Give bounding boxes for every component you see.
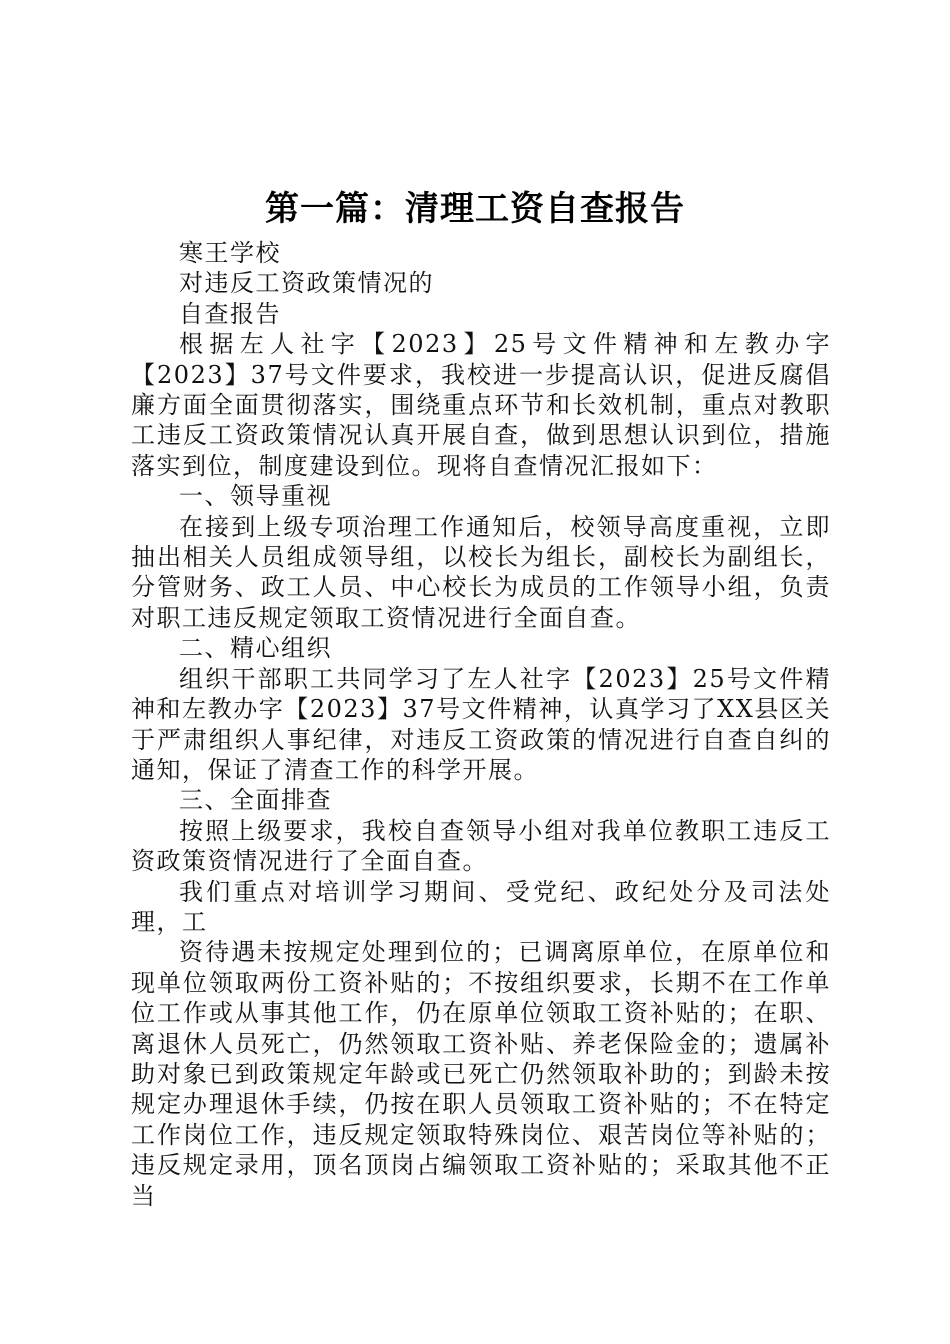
report-subtitle-line-2: 自查报告 <box>179 299 281 328</box>
document-title: 第一篇：清理工资自查报告 <box>265 189 685 229</box>
section-heading-inspection: 三、全面排查 <box>179 786 332 815</box>
document-body <box>131 238 831 1211</box>
details-paragraph: 资待遇未按规定处理到位的；已调离原单位，在原单位和现单位领取两份工资补贴的；不按组织要求，长期不在工作单位工作或从事其他工作，仍在原单位领取工资补贴的；在职、离退休人员死亡，仍然领取工资补贴、养老保险金的；遗属补助对象已到政策规定年龄或已死亡仍然领取补助的；到龄未按规定办理退休手续，仍按在职人员领取工资补贴的；不在特定工作岗位工作，违反规定领取特殊岗位、艰苦岗位等补贴的；违反规定录用，顶名顶岗占编领取工资补贴的；采取其他不正当 <box>131 938 831 1210</box>
section-heading-organization: 二、精心组织 <box>179 634 332 663</box>
report-subtitle-line-1: 对违反工资政策情况的 <box>179 269 434 298</box>
intro-paragraph: 根据左人社字【2023】25号文件精神和左教办字【2023】37号文件要求，我校进一步提高认识，促进反腐倡廉方面全面贯彻落实，围绕重点环节和长效机制，重点对教职工违反工资政策情况认真开展自查，做到思想认识到位，措施落实到位，制度建设到位。现将自查情况汇报如下： <box>131 330 831 480</box>
section-heading-leadership: 一、领导重视 <box>179 482 332 511</box>
focus-paragraph: 我们重点对培训学习期间、受党纪、政纪处分及司法处理，工 <box>131 877 831 936</box>
organization-paragraph: 组织干部职工共同学习了左人社字【2023】25号文件精神和左教办字【2023】37号文件精神，认真学习了XX县区关于严肃组织人事纪律，对违反工资政策的情况进行自查自纠的通知，保证了清查工作的科学开展。 <box>131 664 831 784</box>
school-name-line: 寒王学校 <box>179 239 281 267</box>
inspection-paragraph: 按照上级要求，我校自查领导小组对我单位教职工违反工资政策资情况进行了全面自查。 <box>131 816 831 876</box>
leadership-paragraph: 在接到上级专项治理工作通知后，校领导高度重视，立即抽出相关人员组成领导组，以校长为组长，副校长为副组长，分管财务、政工人员、中心校长为成员的工作领导小组，负责对职工违反规定领取工资情况进行全面自查。 <box>131 512 831 632</box>
